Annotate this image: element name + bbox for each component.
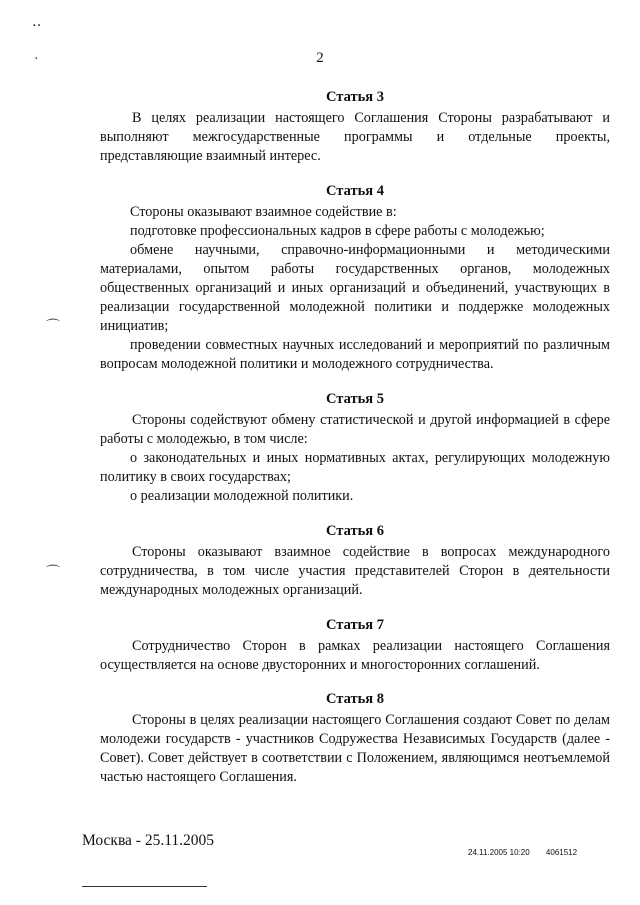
article-title: Статья 5 [326,391,384,407]
article-intro: Стороны содействуют обмену статистической и другой информацией в сфере работы с молодежью, в том числе: [100,412,610,447]
list-item: подготовке профессиональных кадров в сфере работы с молодежью; [130,223,545,239]
article-8 [100,690,610,787]
list-item: о законодательных и иных нормативных актах, регулирующих молодежную политику в своих государствах; [100,450,610,485]
article-title: Статья 6 [326,523,384,539]
article-paragraph: Сотрудничество Сторон в рамках реализации настоящего Соглашения осуществляется на основе двусторонних и многосторонних соглашений. [100,638,610,673]
article-4 [100,182,610,374]
article-intro: Стороны оказывают взаимное содействие в: [130,204,397,220]
scan-mark: ⌒ [46,320,60,335]
article-paragraph: Стороны оказывают взаимное содействие в вопросах международного сотрудничества, в том числе участия представителей Сторон в деятельности международных молодежных организаций. [100,544,610,598]
article-7 [100,616,610,675]
fax-timestamp: 24.11.2005 10:20 [468,848,530,857]
page-number: 2 [316,50,324,66]
scan-mark: ⌒ [46,566,60,581]
scan-mark: · [34,52,39,67]
article-paragraph: В целях реализации настоящего Соглашения Стороны разрабатывают и выполняют межгосударственные программы и отдельные проекты, представляющие взаимный интерес. [100,110,610,164]
article-6 [100,522,610,600]
fax-number: 4061512 [545,848,578,857]
place-date: Москва - 25.11.2005 [82,832,215,849]
fax-header [468,848,591,857]
article-5 [100,390,610,506]
footer-rule [82,886,207,887]
article-title: Статья 3 [326,89,384,105]
list-item: о реализации молодежной политики. [130,488,354,504]
article-title: Статья 4 [326,183,384,199]
article-title: Статья 7 [326,617,384,633]
scan-mark: ‥ [32,15,42,30]
article-3 [100,88,610,166]
article-paragraph: Стороны в целях реализации настоящего Соглашения создают Совет по делам молодежи государств - участников Содружества Независимых Государств (далее - Совет). Совет действует в соответствии с Положением, являющимся неотъемлемой частью настоящего Соглашения. [100,712,610,785]
article-title: Статья 8 [326,691,384,707]
list-item: обмене научными, справочно-информационными и методическими материалами, опытом работы государственных органов, молодежных общественных организаций и иных организаций и объединений, участвующих в реализации государственной молодежной политики и поддержке молодежных инициатив; [100,242,610,334]
list-item: проведении совместных научных исследований и мероприятий по различным вопросам молодежной политики и молодежного сотрудничества. [100,337,610,372]
